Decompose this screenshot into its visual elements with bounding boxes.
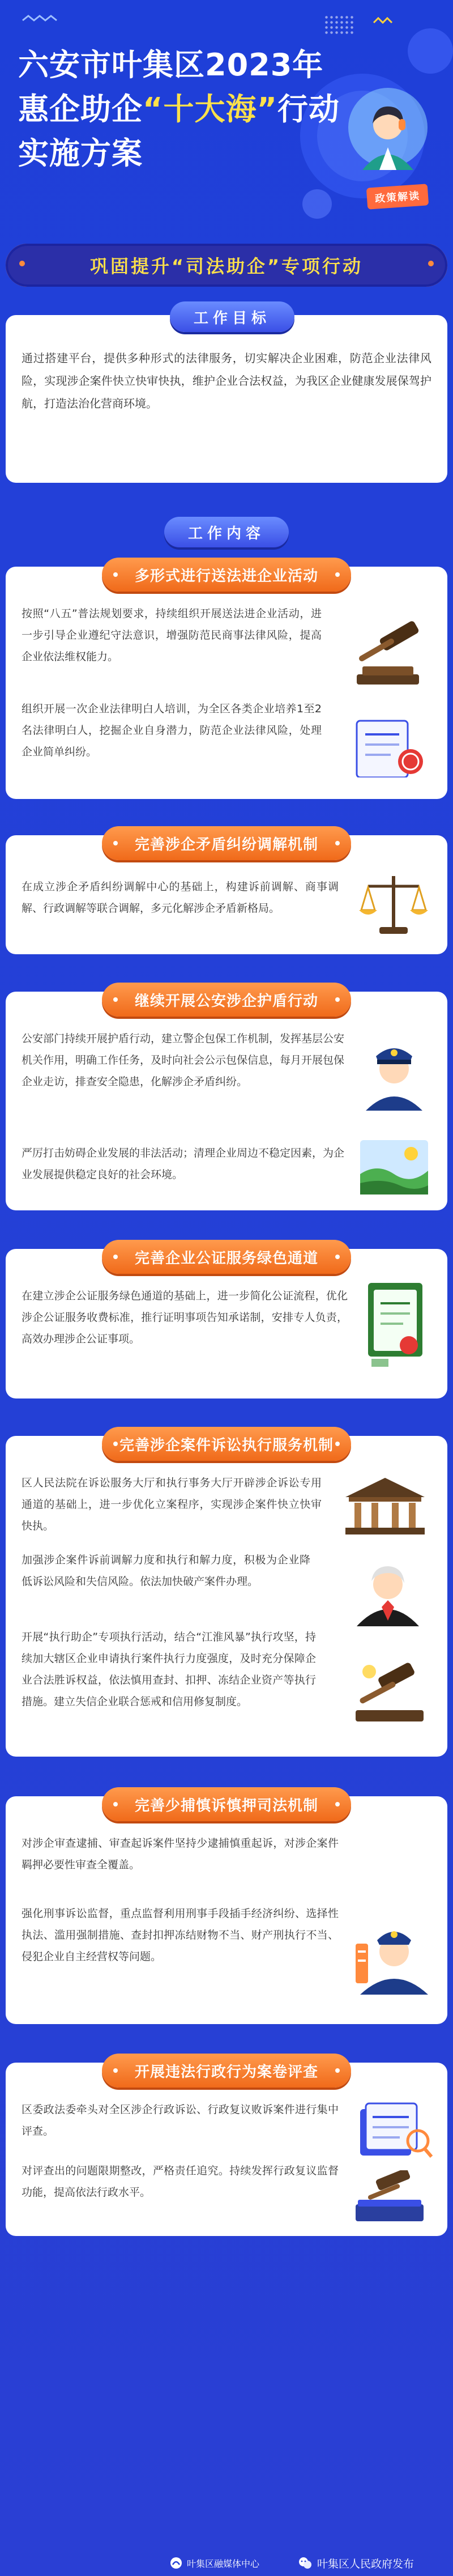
landscape-icon	[360, 1140, 428, 1195]
card-7-para-1: 区委政法委牵头对全区涉企行政诉讼、行政复议败诉案件进行集中评查。	[22, 2103, 339, 2137]
goal-section	[6, 309, 447, 483]
card-5-para-3: 开展“执行助企”专项执行活动，结合“江淮风暴”执行攻坚，持续加大辖区企业申请执行案件执行力度强度，及时充分保障企业合法胜诉权益，依法慎用查封、扣押、冻结企业资产等执行措施。建立失信企业联合惩戒和信用修复制度。	[22, 1631, 316, 1708]
content-card-3	[6, 992, 447, 1210]
page-title	[18, 43, 340, 176]
card-5-para-2: 加强涉企案件诉前调解力度和执行和解力度，积极为企业降低诉讼风险和失信风险。依法加快破产案件办理。	[22, 1554, 310, 1588]
title-line-1: 六安市叶集区2023年	[18, 47, 324, 83]
card-1-tag: 多形式进行送法进企业活动	[102, 558, 351, 592]
gavel-book-icon	[350, 2170, 429, 2225]
judge-icon	[345, 1553, 430, 1626]
case-file-review-icon	[354, 2098, 434, 2160]
wechat-icon	[298, 2556, 313, 2570]
card-5-tag: 完善涉企案件诉讼执行服务机制	[102, 1427, 351, 1461]
document-seal-icon	[345, 715, 430, 777]
hero-banner	[0, 0, 453, 249]
gavel-icon	[345, 612, 430, 697]
police-officer-icon	[360, 1031, 428, 1111]
card-7-tag: 开展违法行政行为案卷评查	[102, 2054, 351, 2088]
content-card-1	[6, 567, 447, 799]
card-5-para-1: 区人民法院在诉讼服务大厅和执行事务大厅开辟涉企诉讼专用通道的基础上，进一步优化立案程序，实现涉企案件快立快审快执。	[22, 1477, 322, 1532]
card-1-para-1: 按照“八五”普法规划要求，持续组织开展送法进企业活动，进一步引导企业遵纪守法意识，增强防范民商事法律风险，提高企业依法维权能力。	[22, 607, 322, 663]
card-6-para-2: 强化刑事诉讼监督，重点监督利用刑事手段插手经济纠纷、选择性执法、滥用强制措施、查封扣押冻结财物不当、财产刑执行不当、侵犯企业自主经营权等问题。	[22, 1907, 339, 1963]
card-4-para-1: 在建立涉企公证服务绿色通道的基础上，进一步简化公证流程，优化涉企公证服务收费标准，推行证明事项告知承诺制，安排专人负责，高效办理涉企公证事项。	[22, 1290, 348, 1345]
courthouse-icon	[340, 1476, 430, 1538]
card-2-tag: 完善涉企矛盾纠纷调解机制	[102, 826, 351, 860]
title-line-3: 实施方案	[18, 135, 143, 171]
footer-right	[298, 2556, 414, 2571]
content-card-6	[6, 1796, 447, 2024]
topic-banner	[6, 244, 447, 287]
topic-title: 巩固提升“司法助企”专项行动	[89, 256, 364, 277]
goal-heading: 工作目标	[170, 301, 294, 332]
card-3-tag: 继续开展公安涉企护盾行动	[102, 983, 351, 1017]
footer-left-text: 叶集区融媒体中心	[187, 2558, 260, 2569]
topic-dot-left	[19, 261, 25, 266]
notarization-certificate-icon	[360, 1278, 430, 1369]
title-line-2c: 行动	[277, 91, 340, 127]
policy-badge: 政策解读	[366, 184, 429, 209]
title-line-2b: “十大海”	[143, 91, 277, 127]
content-card-5	[6, 1436, 447, 1757]
content-heading: 工作内容	[164, 517, 289, 547]
title-line-2a: 惠企助企	[18, 91, 143, 127]
card-3-para-2: 严厉打击妨碍企业发展的非法活动；清理企业周边不稳定因素，为企业发展提供稳定良好的社会环境。	[22, 1147, 345, 1181]
scales-of-justice-icon	[357, 870, 430, 938]
presenter-illustration	[345, 85, 430, 170]
execution-gavel-icon	[350, 1658, 429, 1726]
card-6-para-1: 对涉企审查逮捕、审查起诉案件坚持少逮捕慎重起诉，对涉企案件羁押必要性审查全覆盖。	[22, 1837, 339, 1871]
card-2-para-1: 在成立涉企矛盾纠纷调解中心的基础上，构建诉前调解、商事调解、行政调解等联合调解，多元化解涉企矛盾新格局。	[22, 881, 339, 915]
footer-left	[170, 2557, 259, 2570]
card-1-para-2: 组织开展一次企业法律明白人培训，为全区各类企业培养1至2名法律明白人，挖掘企业自身潜力，防范企业法律风险，处理企业简单纠纷。	[22, 703, 322, 758]
card-7-para-2: 对评查出的问题限期整改，严格责任追究。持续发挥行政复议监督功能，提高依法行政水平。	[22, 2165, 339, 2199]
card-6-tag: 完善少捕慎诉慎押司法机制	[102, 1787, 351, 1821]
content-card-2	[6, 835, 447, 954]
card-3-para-1: 公安部门持续开展护盾行动，建立警企包保工作机制，发挥基层公安机关作用，明确工作任务，及时向社会公示包保信息，每月开展包保企业走访，排查安全隐患，化解涉企矛盾纠纷。	[22, 1032, 345, 1088]
footer-right-text: 叶集区人民政府发布	[317, 2557, 414, 2570]
footer	[0, 2550, 453, 2576]
content-card-4	[6, 1249, 447, 1398]
prosecutor-icon	[354, 1910, 434, 1995]
topic-dot-right	[428, 261, 434, 266]
media-center-logo-icon	[170, 2557, 182, 2569]
content-card-7	[6, 2063, 447, 2236]
dot-pattern	[324, 15, 353, 35]
card-4-tag: 完善企业公证服务绿色通道	[102, 1240, 351, 1274]
goal-text: 通过搭建平台，提供多种形式的法律服务，切实解决企业困难，防范企业法律风险，实现涉企案件快立快审快执，维护企业合法权益，为我区企业健康发展保驾护航，打造法治化营商环境。	[22, 351, 431, 410]
